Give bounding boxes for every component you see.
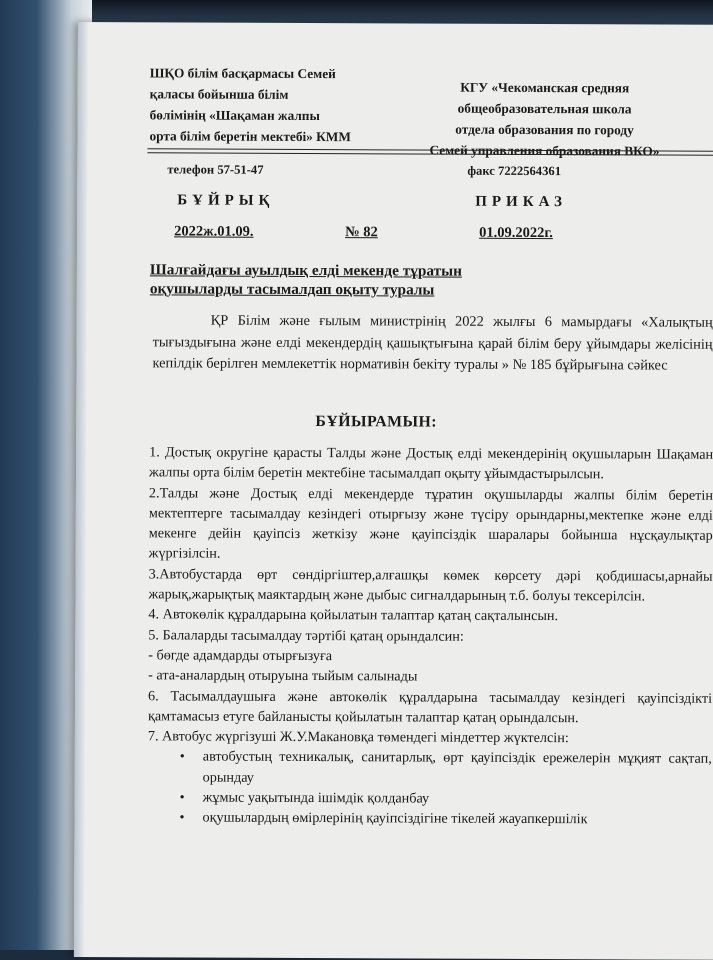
header-left-line: бөлімінің «Шақаман жалпы [149,107,320,124]
order-sub-item: - бөгде адамдарды отырғызуға [148,647,333,665]
bullet-icon: • [179,748,185,765]
order-item: 1. Достық округіне қарасты Талды және Достық елді мекендерінің оқушыларын Шақаман жалпы орта білім беретін мектебіне тасымалдап оқыту ұйымдастырылсын. [148,444,713,483]
preamble-paragraph: ҚР Білім және ғылым министрінің 2022 жылғы 6 мамырдағы «Халықтың тығыздығына және елді мекендердің қашықтығына қарай білім беру ұйымдары желісінің кепілдік берілген мемлекеттік нормативін бекіту туралы » № 185 бұйрығына сәйкес [152,312,713,374]
order-date-kz: 2022ж.01.09. [174,223,254,240]
header-right-line: Семей управления образования ВКО» [429,142,660,159]
duty-bullet-list [147,747,711,831]
order-items [147,442,713,830]
document-page [74,22,713,960]
header-right-line: отдела образования по городу [455,121,634,138]
duty-bullet-text: автобустың техникалық, санитарлық, өрт қауіпсіздік ережелерін мұқият сақтап, орындау [202,749,712,786]
order-heading: БҰЙЫРАМЫН: [315,413,438,431]
order-title-kz: БҰЙРЫҚ [177,192,275,209]
order-item: 2.Талды және Достық елді мекендерде тұратин оқушыларды жалпы білім беретін мектептерге тасымалдау кезіндегі отырғызу және түсіру орындарны,мектепке және елді мекенге дейін қауіпсіз жеткізу және қауіпсіздік шаралары бойынша нұсқаулықтар жүргізілсін. [148,484,713,563]
bullet-icon: • [179,809,185,826]
order-title-ru: ПРИКАЗ [475,193,568,211]
header-left-line: орта білім беретін мектебі» КММ [149,128,351,145]
duty-bullet-item [148,787,712,810]
subject-line: Шалғайдағы ауылдық елді мекенде тұратын [149,261,462,280]
order-date-ru: 01.09.2022г. [479,224,553,242]
order-subject [150,260,462,299]
bullet-icon: • [179,789,185,806]
order-item: 5. Балаларды тасымалдау тәртібі қатаң орындалсин: [148,626,464,645]
order-item: 3.Автобустарда өрт сөндіргіштер,алғашқы көмек көрсету дәрі қобдишасы,арнайы жарық,жарықтық маяктардың және дыбыс сигналдарының т.б. болуы тексерілсін. [148,566,713,605]
subject-line: оқушыларды тасымалдап оқыту туралы [149,280,435,299]
header-left-org [149,62,351,147]
duty-bullet-text: жұмыс уақытында ішімдік қолданбау [202,789,430,807]
duty-bullet-text: оқушылардың өмірлерінің қауіпсіздігіне тікелей жауапкершілік [202,809,588,828]
header-right-line: общеобразовательная школа [457,100,632,117]
order-item: 6. Тасымалдаушыға және автокөлік құралдарына тасымалдау кезіндегі қауіпсіздікті қамтамасыз етуге байланысты қойылатын талаптар қатаң орындалсын. [147,687,713,727]
order-sub-item: - ата-аналардың отыруына тыйым салынады [148,667,418,685]
duty-bullet-item [147,808,711,831]
header-left-line: ШҚО білім басқармасы Семей [149,65,336,82]
duty-bullet-item [148,747,712,790]
fax-text: факс 7222564361 [467,163,562,179]
order-item: 7. Автобус жүргізуші Ж.У.Макановқа төмендегі міндеттер жүктелсін: [147,728,569,747]
order-item: 4. Автокөлік құралдарына қойылатын талаптар қатаң сақталынсын. [148,606,559,625]
order-number: № 82 [345,224,378,241]
header-left-line: қаласы бойынша білім [149,86,289,102]
phone-text: телефон 57-51-47 [167,162,264,177]
header-right-line: КГУ «Чекоманская средняя [460,79,630,96]
